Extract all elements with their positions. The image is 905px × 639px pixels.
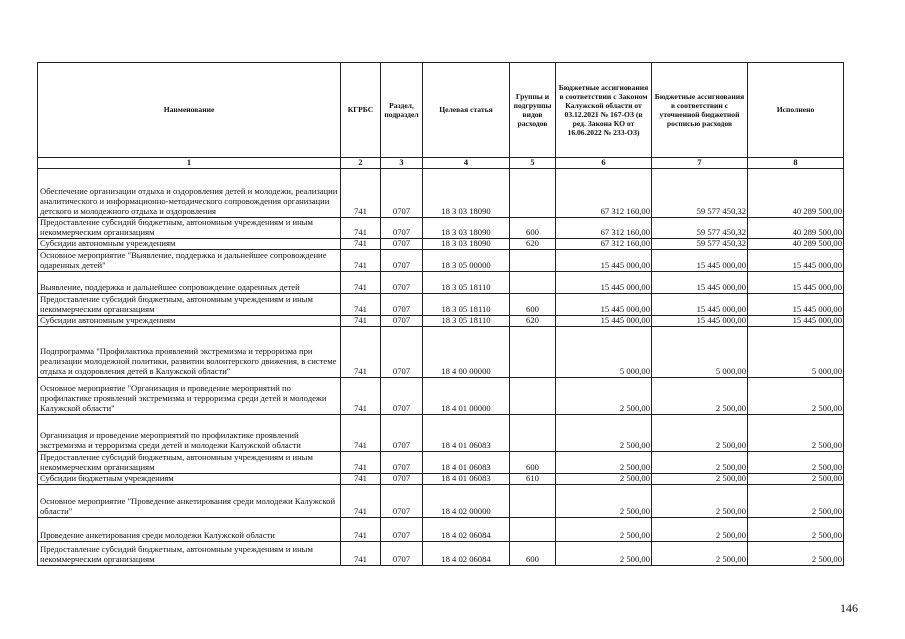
cell-expense-type: 610 [510, 474, 556, 485]
cell-adjusted-allocation: 2 500,00 [652, 485, 748, 518]
table-row [38, 218, 844, 239]
cell-target-article: 18 4 00 00000 [423, 327, 510, 378]
cell-expense-type: 600 [510, 218, 556, 239]
cell-target-article: 18 3 05 18110 [423, 294, 510, 316]
col-header-kgrbs: КГРБС [341, 63, 381, 158]
cell-name: Предоставление субсидий бюджетным, автономным учреждениям и иным некоммерческим организациям [38, 294, 341, 316]
cell-adjusted-allocation: 2 500,00 [652, 415, 748, 452]
cell-name: Основное мероприятие "Организация и проведение мероприятий по профилактике проявлений экстремизма и терроризма среди детей и молодежи Калужской области" [38, 378, 341, 415]
cell-name: Предоставление субсидий бюджетным, автономным учреждениям и иным некоммерческим организациям [38, 542, 341, 566]
col-number: 6 [556, 158, 652, 169]
cell-kgrbs: 741 [341, 218, 381, 239]
cell-expense-type [510, 169, 556, 218]
cell-adjusted-allocation: 5 000,00 [652, 327, 748, 378]
cell-adjusted-allocation: 15 445 000,00 [652, 316, 748, 327]
cell-section: 0707 [381, 239, 423, 250]
cell-law-allocation: 67 312 160,00 [556, 239, 652, 250]
cell-executed: 2 500,00 [748, 378, 844, 415]
table-row [38, 542, 844, 566]
cell-law-allocation: 15 445 000,00 [556, 294, 652, 316]
cell-executed: 15 445 000,00 [748, 294, 844, 316]
cell-target-article: 18 4 01 06083 [423, 474, 510, 485]
cell-adjusted-allocation: 59 577 450,32 [652, 169, 748, 218]
cell-adjusted-allocation: 15 445 000,00 [652, 250, 748, 272]
cell-name: Предоставление субсидий бюджетным, автономным учреждениям и иным некоммерческим организациям [38, 218, 341, 239]
cell-name: Проведение анкетирования среди молодежи Калужской области [38, 518, 341, 542]
cell-adjusted-allocation: 2 500,00 [652, 474, 748, 485]
cell-executed: 15 445 000,00 [748, 272, 844, 294]
table-row [38, 272, 844, 294]
cell-executed: 2 500,00 [748, 452, 844, 474]
column-number-row [38, 158, 844, 169]
col-number: 5 [510, 158, 556, 169]
cell-kgrbs: 741 [341, 518, 381, 542]
table-body [38, 169, 844, 566]
cell-section: 0707 [381, 250, 423, 272]
cell-adjusted-allocation: 2 500,00 [652, 542, 748, 566]
cell-section: 0707 [381, 272, 423, 294]
cell-adjusted-allocation: 15 445 000,00 [652, 294, 748, 316]
cell-section: 0707 [381, 485, 423, 518]
cell-name: Основное мероприятие "Проведение анкетирования среди молодежи Калужской области" [38, 485, 341, 518]
table-row [38, 250, 844, 272]
cell-section: 0707 [381, 542, 423, 566]
cell-section: 0707 [381, 474, 423, 485]
cell-executed: 40 289 500,00 [748, 218, 844, 239]
cell-law-allocation: 15 445 000,00 [556, 316, 652, 327]
cell-name: Предоставление субсидий бюджетным, автономным учреждениям и иным некоммерческим организациям [38, 452, 341, 474]
table-row [38, 378, 844, 415]
cell-executed: 2 500,00 [748, 542, 844, 566]
cell-name: Субсидии бюджетным учреждениям [38, 474, 341, 485]
cell-law-allocation: 15 445 000,00 [556, 272, 652, 294]
cell-law-allocation: 2 500,00 [556, 378, 652, 415]
cell-name: Основное мероприятие "Выявление, поддержка и дальнейшее сопровождение одаренных детей" [38, 250, 341, 272]
table-row [38, 327, 844, 378]
col-header-law-allocations: Бюджетные ассигнования в соответствии с Законом Калужской области от 03.12.2021 № 167-ОЗ (в ред. Закона КО от 16.06.2022 № 233-ОЗ) [556, 63, 652, 158]
cell-executed: 15 445 000,00 [748, 250, 844, 272]
cell-law-allocation: 2 500,00 [556, 542, 652, 566]
cell-kgrbs: 741 [341, 327, 381, 378]
cell-adjusted-allocation: 15 445 000,00 [652, 272, 748, 294]
cell-section: 0707 [381, 294, 423, 316]
cell-target-article: 18 3 03 18090 [423, 218, 510, 239]
cell-kgrbs: 741 [341, 239, 381, 250]
cell-name: Подпрограмма "Профилактика проявлений экстремизма и терроризма при реализации молодежной политики, развитии волонтерского движения, в системе отдыха и оздоровления детей в Калужской области" [38, 327, 341, 378]
cell-law-allocation: 2 500,00 [556, 415, 652, 452]
cell-executed: 2 500,00 [748, 415, 844, 452]
cell-executed: 15 445 000,00 [748, 316, 844, 327]
budget-table [37, 62, 844, 566]
cell-expense-type: 620 [510, 316, 556, 327]
cell-expense-type [510, 250, 556, 272]
cell-expense-type [510, 378, 556, 415]
cell-expense-type: 620 [510, 239, 556, 250]
cell-target-article: 18 3 05 00000 [423, 250, 510, 272]
cell-executed: 2 500,00 [748, 485, 844, 518]
table-row [38, 485, 844, 518]
cell-adjusted-allocation: 2 500,00 [652, 518, 748, 542]
col-header-target-article: Целевая статья [423, 63, 510, 158]
cell-kgrbs: 741 [341, 485, 381, 518]
cell-expense-type: 600 [510, 452, 556, 474]
col-number: 1 [38, 158, 341, 169]
cell-adjusted-allocation: 59 577 450,32 [652, 218, 748, 239]
cell-adjusted-allocation: 2 500,00 [652, 452, 748, 474]
col-header-expense-type: Группы и подгруппы видов расходов [510, 63, 556, 158]
cell-law-allocation: 67 312 160,00 [556, 169, 652, 218]
table-row [38, 169, 844, 218]
cell-expense-type: 600 [510, 542, 556, 566]
table-row [38, 316, 844, 327]
cell-executed: 2 500,00 [748, 474, 844, 485]
cell-target-article: 18 4 02 06084 [423, 518, 510, 542]
col-number: 2 [341, 158, 381, 169]
cell-name: Выявление, поддержка и дальнейшее сопровождение одаренных детей [38, 272, 341, 294]
cell-name: Субсидии автономным учреждениям [38, 316, 341, 327]
cell-target-article: 18 4 02 06084 [423, 542, 510, 566]
cell-kgrbs: 741 [341, 474, 381, 485]
cell-executed: 40 289 500,00 [748, 169, 844, 218]
cell-expense-type [510, 272, 556, 294]
cell-section: 0707 [381, 169, 423, 218]
table-row [38, 294, 844, 316]
cell-kgrbs: 741 [341, 316, 381, 327]
cell-law-allocation: 67 312 160,00 [556, 218, 652, 239]
cell-expense-type: 600 [510, 294, 556, 316]
cell-section: 0707 [381, 327, 423, 378]
cell-expense-type [510, 415, 556, 452]
cell-kgrbs: 741 [341, 378, 381, 415]
cell-target-article: 18 3 05 18110 [423, 316, 510, 327]
budget-table-sheet [37, 62, 844, 566]
col-number: 7 [652, 158, 748, 169]
col-number: 4 [423, 158, 510, 169]
cell-section: 0707 [381, 518, 423, 542]
cell-name: Субсидии автономным учреждениям [38, 239, 341, 250]
cell-law-allocation: 2 500,00 [556, 518, 652, 542]
col-header-section: Раздел, подраздел [381, 63, 423, 158]
cell-kgrbs: 741 [341, 250, 381, 272]
cell-kgrbs: 741 [341, 542, 381, 566]
cell-executed: 2 500,00 [748, 518, 844, 542]
cell-section: 0707 [381, 218, 423, 239]
col-header-name: Наименование [38, 63, 341, 158]
cell-kgrbs: 741 [341, 294, 381, 316]
cell-expense-type [510, 327, 556, 378]
cell-kgrbs: 741 [341, 272, 381, 294]
cell-executed: 40 289 500,00 [748, 239, 844, 250]
cell-section: 0707 [381, 378, 423, 415]
cell-kgrbs: 741 [341, 169, 381, 218]
cell-expense-type [510, 485, 556, 518]
cell-law-allocation: 5 000,00 [556, 327, 652, 378]
col-number: 8 [748, 158, 844, 169]
cell-law-allocation: 2 500,00 [556, 452, 652, 474]
col-header-adjusted-allocations: Бюджетные ассигнования в соответствии с уточненной бюджетной росписью расходов [652, 63, 748, 158]
page-number: 146 [840, 601, 858, 615]
cell-target-article: 18 4 02 00000 [423, 485, 510, 518]
cell-expense-type [510, 518, 556, 542]
cell-target-article: 18 3 03 18090 [423, 169, 510, 218]
table-row [38, 452, 844, 474]
cell-adjusted-allocation: 59 577 450,32 [652, 239, 748, 250]
cell-law-allocation: 15 445 000,00 [556, 250, 652, 272]
cell-kgrbs: 741 [341, 452, 381, 474]
cell-target-article: 18 4 01 06083 [423, 452, 510, 474]
cell-adjusted-allocation: 2 500,00 [652, 378, 748, 415]
cell-executed: 5 000,00 [748, 327, 844, 378]
table-row [38, 518, 844, 542]
cell-section: 0707 [381, 415, 423, 452]
col-number: 3 [381, 158, 423, 169]
cell-name: Организация и проведение мероприятий по профилактике проявлений экстремизма и терроризма среди детей и молодежи Калужской области [38, 415, 341, 452]
table-row [38, 239, 844, 250]
cell-target-article: 18 4 01 00000 [423, 378, 510, 415]
cell-target-article: 18 3 03 18090 [423, 239, 510, 250]
cell-kgrbs: 741 [341, 415, 381, 452]
cell-law-allocation: 2 500,00 [556, 485, 652, 518]
col-header-executed: Исполнено [748, 63, 844, 158]
table-row [38, 415, 844, 452]
cell-name: Обеспечение организации отдыха и оздоровления детей и молодежи, реализации аналитического и информационно-методического сопровождения организации детского и молодежного отдыха и оздоровления [38, 169, 341, 218]
cell-target-article: 18 4 01 06083 [423, 415, 510, 452]
cell-law-allocation: 2 500,00 [556, 474, 652, 485]
table-row [38, 474, 844, 485]
cell-target-article: 18 3 05 18110 [423, 272, 510, 294]
cell-section: 0707 [381, 316, 423, 327]
cell-section: 0707 [381, 452, 423, 474]
header-row [38, 63, 844, 158]
